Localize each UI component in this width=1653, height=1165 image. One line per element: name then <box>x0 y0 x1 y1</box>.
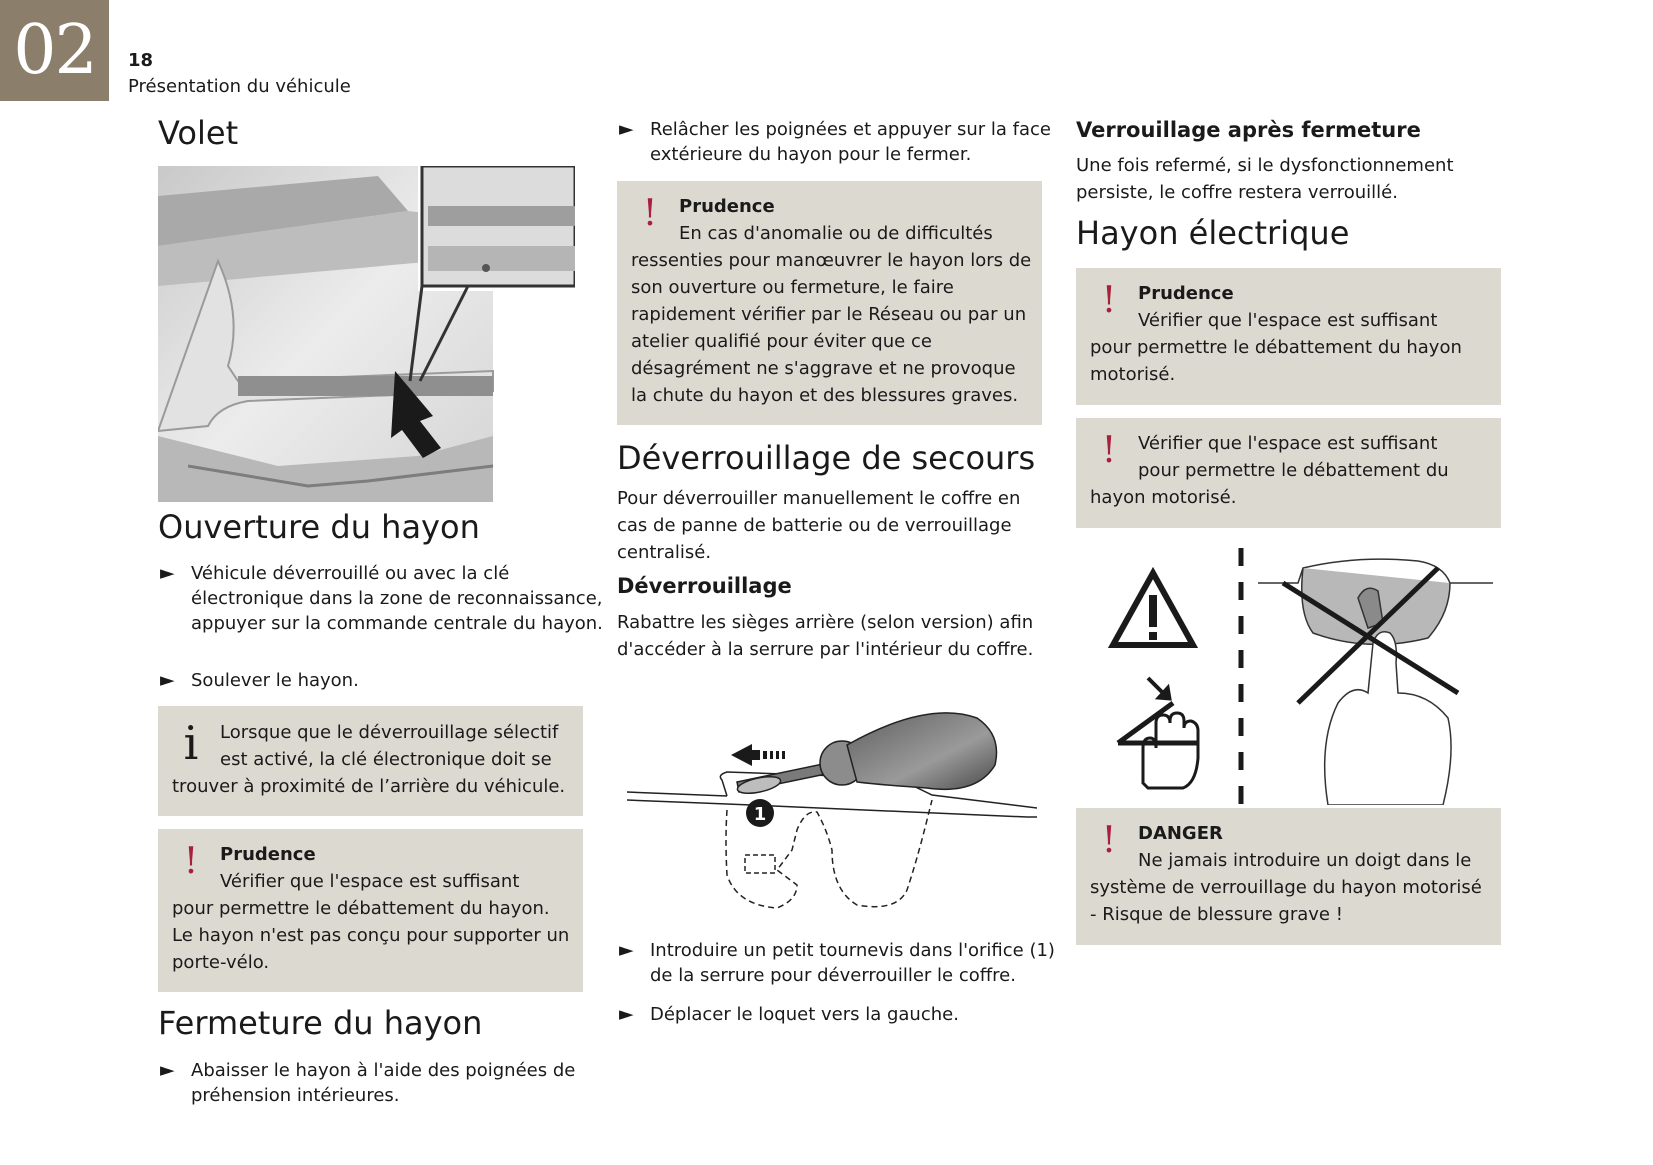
callout-number: 1 <box>753 804 767 825</box>
introduire-bullet: ► Introduire un petit tournevis dans l'orifice (1) de la serrure pour déverrouiller le coffre. <box>619 939 1055 986</box>
warning-exclamation-icon: ! <box>1101 280 1117 321</box>
warning-exclamation-icon: ! <box>183 841 199 882</box>
fermeture-bullet-1: ► Abaisser le hayon à l'aide des poignées de préhension intérieures. <box>160 1059 576 1106</box>
finger-pinch-warning-illustration <box>1098 543 1493 805</box>
hayon-electrique-heading: Hayon électrique <box>1076 214 1350 252</box>
ouverture-bullet-1: ► Véhicule déverrouillé ou avec la clé électronique dans la zone de reconnaissance, appuyer sur la commande centrale du hayon. <box>160 562 603 634</box>
section-title: Présentation du véhicule <box>128 76 351 97</box>
relacher-bullet: ► Relâcher les poignées et appuyer sur la face extérieure du hayon pour le fermer. <box>619 118 1051 165</box>
hand-pinch-icon <box>1118 678 1198 788</box>
bullet-arrow-icon: ► <box>619 1003 634 1025</box>
screwdriver-lock-illustration <box>627 700 1037 915</box>
verrouillage-text: Une fois refermé, si le dysfonctionnement persiste, le coffre restera verrouillé. <box>1076 155 1454 203</box>
bullet-arrow-icon: ► <box>619 118 634 140</box>
bullet-arrow-icon: ► <box>160 1059 175 1081</box>
verrouillage-heading: Verrouillage après fermeture <box>1076 118 1421 142</box>
page-number: 18 <box>128 50 154 71</box>
warning-exclamation-icon: ! <box>1101 430 1117 471</box>
car-rear-illustration <box>158 166 575 502</box>
fermeture-heading: Fermeture du hayon <box>158 1004 483 1042</box>
warning-exclamation-icon: ! <box>642 193 658 234</box>
deverrouillage-text: Rabattre les sièges arrière (selon version) afin d'accéder à la serrure par l'intérieur du coffre. <box>617 612 1034 660</box>
bullet-arrow-icon: ► <box>160 562 175 584</box>
prudence-box-anomalie: ! Prudence En cas d'anomalie ou de difficultés ressenties pour manœuvrer le hayon lors de son ouverture ou fermeture, le faire rapidement vérifier par le Réseau ou par un atelier qualifié pour éviter que ce désagrément ne s'aggrave et ne provoque la chute du hayon et des blessures graves. <box>617 181 1042 425</box>
deverrouillage-heading: Déverrouillage <box>617 574 792 598</box>
volet-heading: Volet <box>158 114 239 152</box>
bullet-arrow-icon: ► <box>619 939 634 961</box>
prudence-box-ouverture: ! Prudence Vérifier que l'espace est suffisant pour permettre le débattement du hayon. Le hayon n'est pas conçu pour supporter un porte-vélo. <box>158 829 583 992</box>
danger-box: ! DANGER Ne jamais introduire un doigt dans le système de verrouillage du hayon motorisé - Risque de blessure grave ! <box>1076 808 1501 945</box>
bullet-arrow-icon: ► <box>160 669 175 691</box>
danger-exclamation-icon: ! <box>1101 820 1117 861</box>
secours-text: Pour déverrouiller manuellement le coffre en cas de panne de batterie ou de verrouillage centralisé. <box>617 488 1021 563</box>
prudence-box-hayon: ! Prudence Vérifier que l'espace est suffisant pour permettre le débattement du hayon motorisé. <box>1076 268 1501 405</box>
info-icon: i <box>183 716 199 770</box>
deplacer-bullet: ► Déplacer le loquet vers la gauche. <box>619 1003 959 1025</box>
ouverture-bullet-2: ► Soulever le hayon. <box>160 669 359 691</box>
warning-box-hayon: ! Vérifier que l'espace est suffisant pour permettre le débattement du hayon motorisé. <box>1076 418 1501 528</box>
info-box: i Lorsque que le déverrouillage sélectif est activé, la clé électronique doit se trouver à proximité de l’arrière du véhicule. <box>158 706 583 816</box>
ouverture-heading: Ouverture du hayon <box>158 508 480 546</box>
secours-heading: Déverrouillage de secours <box>617 439 1036 477</box>
chapter-number: 02 <box>0 0 109 101</box>
